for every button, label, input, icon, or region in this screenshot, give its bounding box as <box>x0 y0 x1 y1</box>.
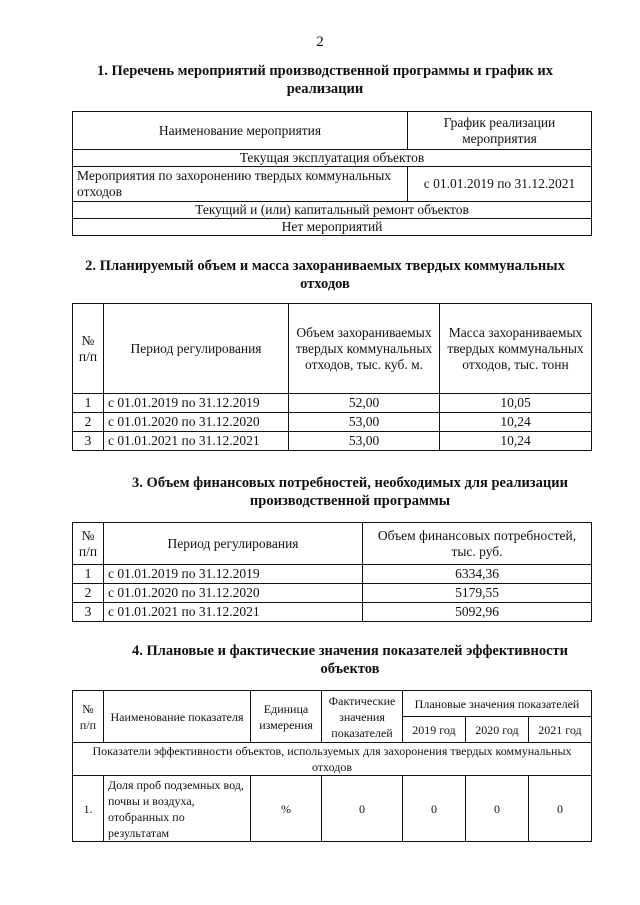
table-row <box>73 565 592 584</box>
section-4-title <box>110 642 590 678</box>
row-value: 5179,55 <box>363 584 592 603</box>
group-row: Показатели эффективности объектов, используемых для захоронения твердых коммунальных отходов <box>73 743 592 776</box>
col-number: № п/п <box>73 523 104 565</box>
efficiency-table <box>72 690 592 842</box>
table-row <box>73 776 592 842</box>
volume-mass-table <box>72 303 592 451</box>
activity-name: Мероприятия по захоронению твердых коммунальных отходов <box>73 167 408 202</box>
col-number: № п/п <box>73 304 104 394</box>
row-period: с 01.01.2020 по 31.12.2020 <box>104 584 363 603</box>
row-number: 2 <box>73 584 104 603</box>
row-number: 1. <box>73 776 104 842</box>
col-planned: Плановые значения показателей <box>403 691 592 717</box>
row-no-activities: Нет мероприятий <box>73 219 592 236</box>
section-1-title <box>60 62 590 98</box>
col-2020: 2020 год <box>465 717 528 743</box>
row-mass: 10,24 <box>440 413 592 432</box>
section-3-title-line-2: производственной программы <box>249 493 451 509</box>
row-period: с 01.01.2019 по 31.12.2019 <box>104 565 363 584</box>
section-1-title-line-2: реализации <box>286 81 364 97</box>
row-number: 3 <box>73 432 104 451</box>
section-1-title-line-1: 1. Перечень мероприятий производственной программы и график их <box>97 63 553 79</box>
row-indicator-name: Доля проб подземных вод, почвы и воздуха, отобранных по результатам <box>104 776 251 842</box>
section-4-title-line-2: объектов <box>320 661 380 677</box>
row-volume: 52,00 <box>289 394 440 413</box>
row-repair: Текущий и (или) капитальный ремонт объектов <box>73 202 592 219</box>
col-fact: Фактические значения показателей <box>322 691 403 743</box>
col-volume: Объем захораниваемых твердых коммунальных отходов, тыс. куб. м. <box>289 304 440 394</box>
financial-table <box>72 522 592 622</box>
col-number: № п/п <box>73 691 104 743</box>
row-period: с 01.01.2019 по 31.12.2019 <box>104 394 289 413</box>
col-period: Период регулирования <box>104 304 289 394</box>
col-unit: Единица измерения <box>251 691 322 743</box>
row-period: с 01.01.2021 по 31.12.2021 <box>104 432 289 451</box>
row-period: с 01.01.2021 по 31.12.2021 <box>104 603 363 622</box>
table-row <box>73 432 592 451</box>
row-period: с 01.01.2020 по 31.12.2020 <box>104 413 289 432</box>
row-mass: 10,05 <box>440 394 592 413</box>
section-3-title <box>110 474 590 510</box>
row-value: 5092,96 <box>363 603 592 622</box>
col-2021: 2021 год <box>528 717 591 743</box>
section-2-title-line-1: 2. Планируемый объем и масса захораниваемых твердых коммунальных <box>85 258 565 274</box>
col-indicator-name: Наименование показателя <box>104 691 251 743</box>
row-number: 3 <box>73 603 104 622</box>
row-number: 1 <box>73 565 104 584</box>
table-row <box>73 413 592 432</box>
row-number: 2 <box>73 413 104 432</box>
activities-table <box>72 111 592 236</box>
table-row <box>73 394 592 413</box>
row-fact: 0 <box>322 776 403 842</box>
row-2020: 0 <box>465 776 528 842</box>
row-current-operation: Текущая эксплуатация объектов <box>73 150 592 167</box>
row-number: 1 <box>73 394 104 413</box>
row-mass: 10,24 <box>440 432 592 451</box>
section-4-title-line-1: 4. Плановые и фактические значения показателей эффективности <box>131 643 568 659</box>
row-volume: 53,00 <box>289 413 440 432</box>
activity-schedule: с 01.01.2019 по 31.12.2021 <box>408 167 592 202</box>
page-number: 2 <box>316 34 324 50</box>
col-2019: 2019 год <box>403 717 466 743</box>
row-unit: % <box>251 776 322 842</box>
col-mass: Масса захораниваемых твердых коммунальных отходов, тыс. тонн <box>440 304 592 394</box>
row-2019: 0 <box>403 776 466 842</box>
col-schedule: График реализации мероприятия <box>408 112 592 150</box>
row-2021: 0 <box>528 776 591 842</box>
col-financial-needs: Объем финансовых потребностей, тыс. руб. <box>363 523 592 565</box>
section-2-title-line-2: отходов <box>300 276 350 292</box>
section-3-title-line-1: 3. Объем финансовых потребностей, необходимых для реализации <box>132 475 568 491</box>
row-value: 6334,36 <box>363 565 592 584</box>
table-row <box>73 603 592 622</box>
table-row <box>73 584 592 603</box>
col-period: Период регулирования <box>104 523 363 565</box>
col-activity-name: Наименование мероприятия <box>73 112 408 150</box>
section-2-title <box>60 257 590 293</box>
row-volume: 53,00 <box>289 432 440 451</box>
